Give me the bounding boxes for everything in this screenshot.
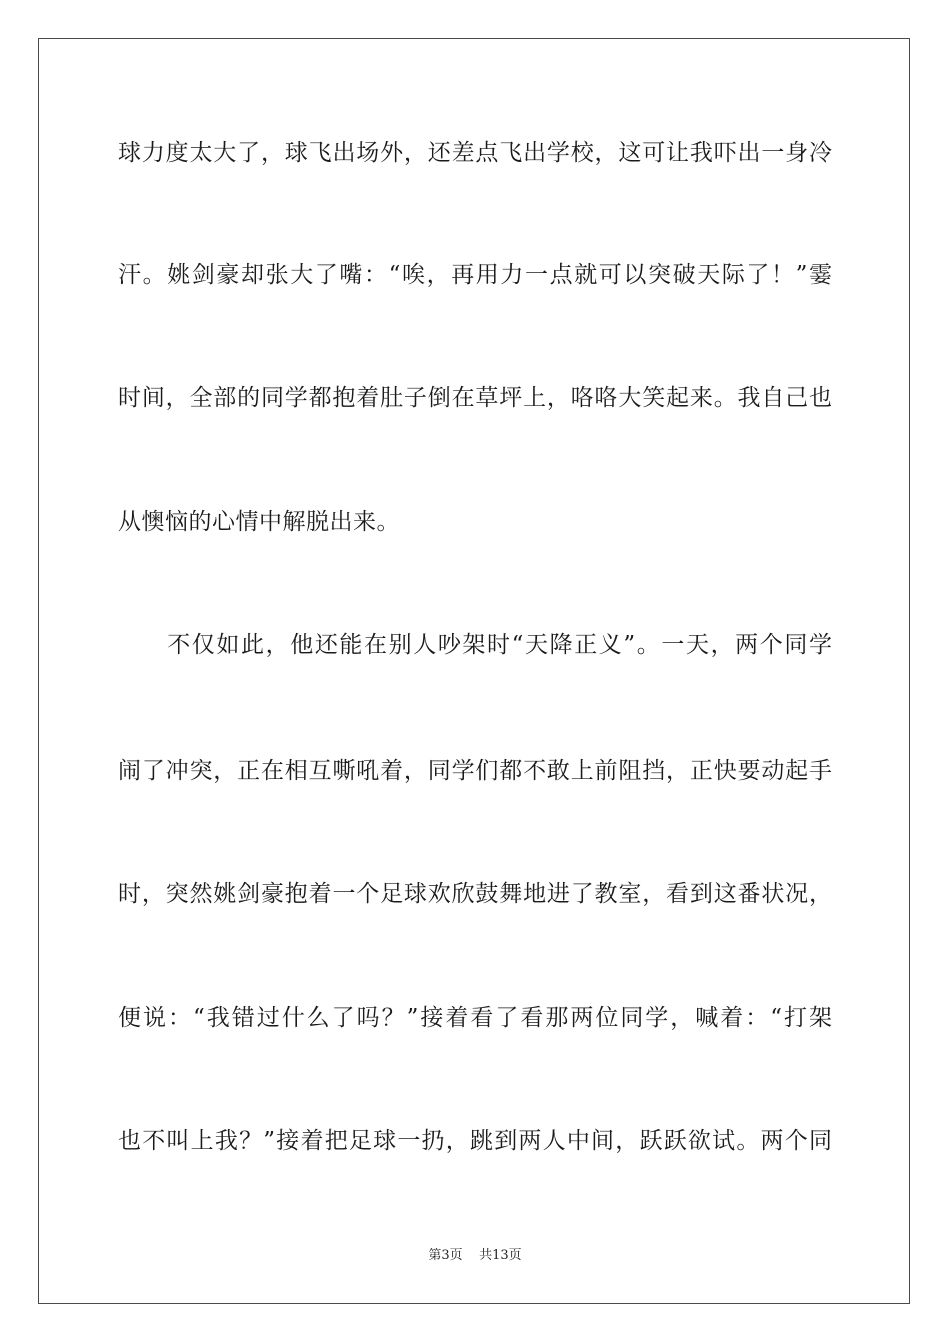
page-number: 第3页 xyxy=(428,1248,463,1263)
page-border xyxy=(38,38,910,1304)
paragraph-line-7: 时，突然姚剑豪抱着一个足球欢欣鼓舞地进了教室，看到这番状况， xyxy=(118,881,832,907)
paragraph-line-6: 闹了冲突，正在相互嘶吼着，同学们都不敢上前阻挡，正快要动起手 xyxy=(118,758,832,784)
paragraph-line-9: 也不叫上我？”接着把足球一扔，跳到两人中间，跃跃欲试。两个同 xyxy=(118,1128,832,1154)
page-footer xyxy=(0,1247,950,1265)
paragraph-line-8: 便说：“我错过什么了吗？”接着看了看那两位同学，喊着：“打架 xyxy=(118,1005,832,1031)
paragraph-line-4: 从懊恼的心情中解脱出来。 xyxy=(118,509,400,535)
paragraph-line-5: 不仅如此，他还能在别人吵架时“天降正义”。一天，两个同学 xyxy=(118,632,832,658)
paragraph-line-3: 时间，全部的同学都抱着肚子倒在草坪上，咯咯大笑起来。我自己也 xyxy=(118,385,832,411)
paragraph-line-2: 汗。姚剑豪却张大了嘴：“唉，再用力一点就可以突破天际了！”霎 xyxy=(118,262,832,288)
paragraph-line-1: 球力度太大了，球飞出场外，还差点飞出学校，这可让我吓出一身冷 xyxy=(118,140,832,166)
page-total: 共13页 xyxy=(479,1248,522,1263)
